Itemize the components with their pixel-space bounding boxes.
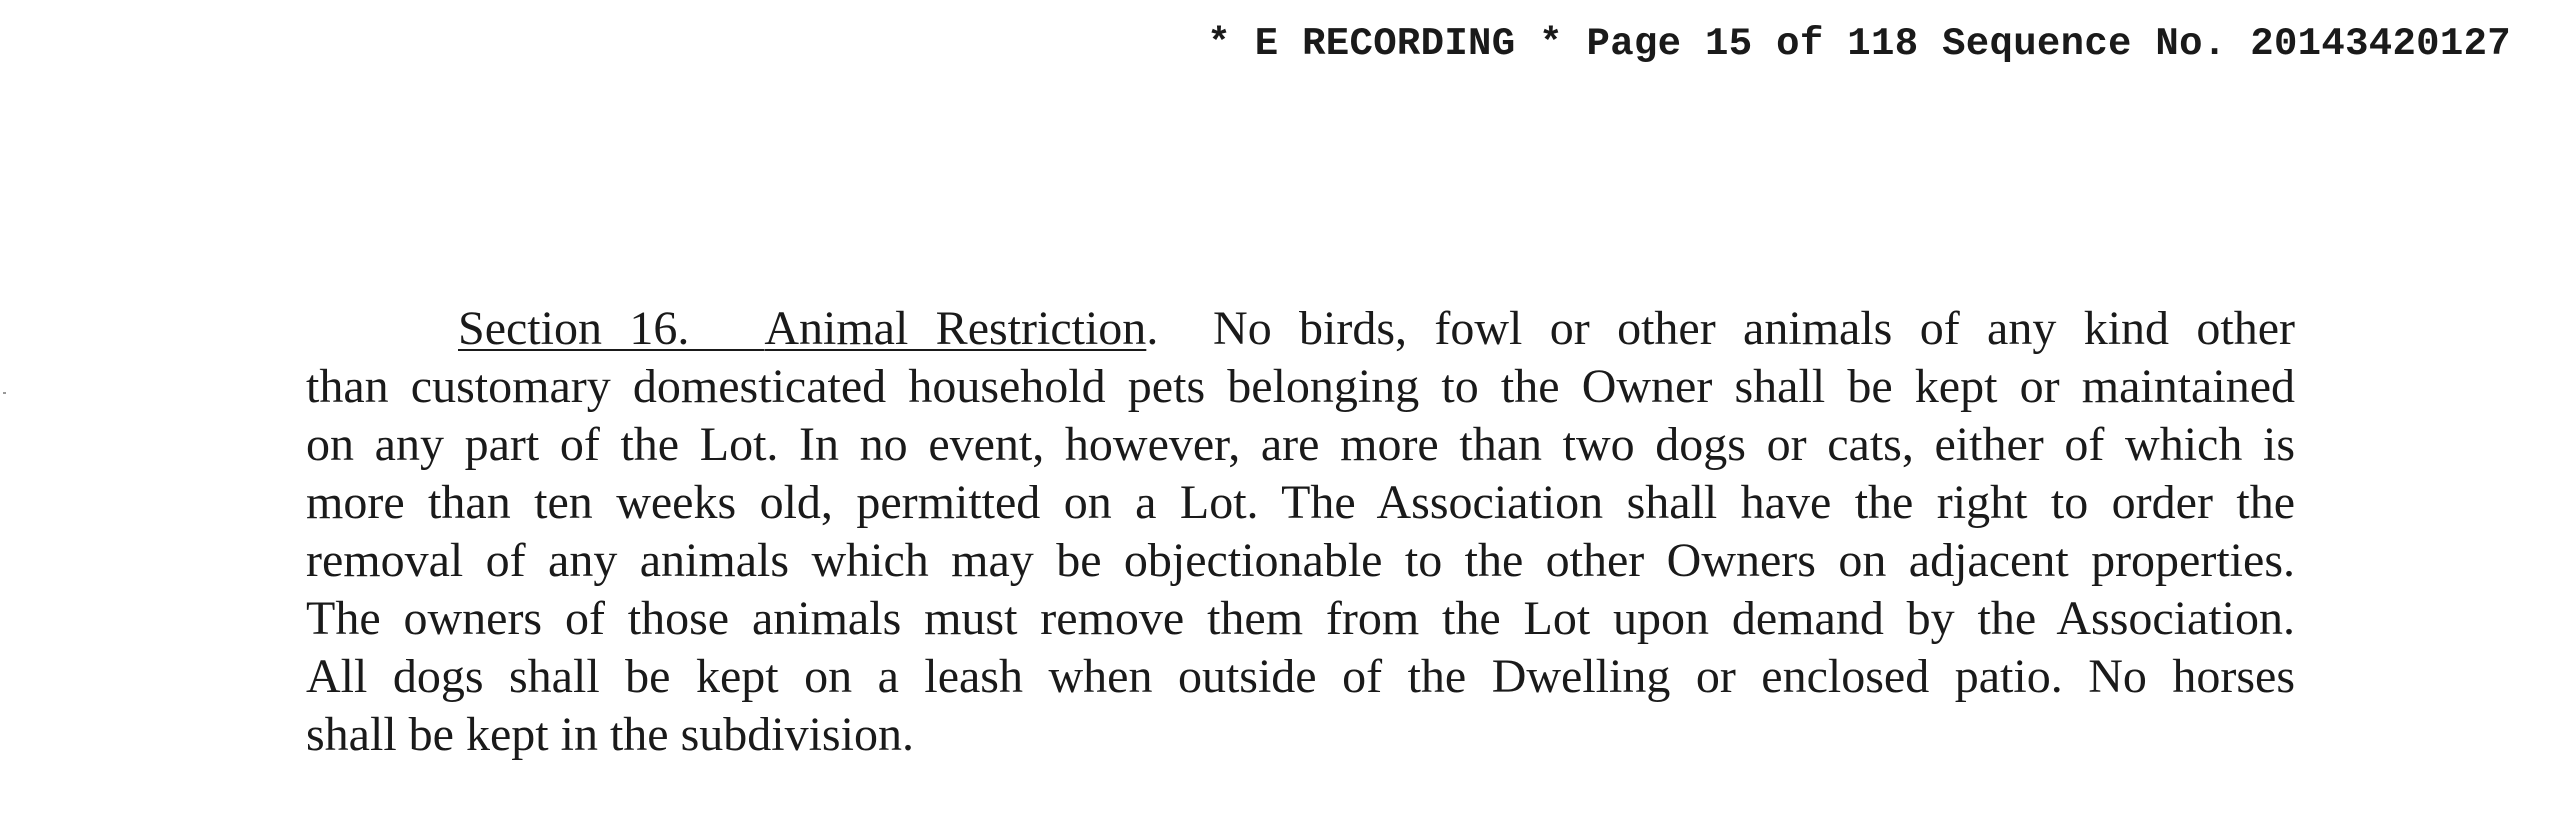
- section-title: Animal Restriction: [764, 302, 1147, 355]
- paragraph-line-7: All dogs shall be kept on a leash when outside of the Dwelling or enclosed patio. No horses: [306, 650, 2295, 703]
- paragraph-line-2: than customary domesticated household pets belonging to the Owner shall be kept or maintained: [306, 360, 2295, 413]
- recording-header: * E RECORDING * Page 15 of 118 Sequence No. 20143420127: [1207, 22, 2511, 66]
- paragraph-line-4: more than ten weeks old, permitted on a Lot. The Association shall have the right to order the: [306, 476, 2295, 529]
- paragraph-text-1: No birds, fowl or other animals of any kind other: [1213, 302, 2296, 355]
- document-body: [306, 300, 2295, 764]
- paragraph-line-8: shall be kept in the subdivision.: [306, 708, 914, 761]
- section-underline-gap: [689, 348, 764, 351]
- section-number: Section 16.: [458, 302, 690, 355]
- section-title-end: .: [1146, 302, 1159, 355]
- paragraph-line-3: on any part of the Lot. In no event, however, are more than two dogs or cats, either of which is: [306, 418, 2295, 471]
- paragraph-line-5: removal of any animals which may be objectionable to the other Owners on adjacent properties.: [306, 534, 2295, 587]
- paragraph-line-1: [306, 300, 2295, 358]
- paragraph-line-6: The owners of those animals must remove them from the Lot upon demand by the Association.: [306, 592, 2295, 645]
- margin-mark: [3, 392, 6, 394]
